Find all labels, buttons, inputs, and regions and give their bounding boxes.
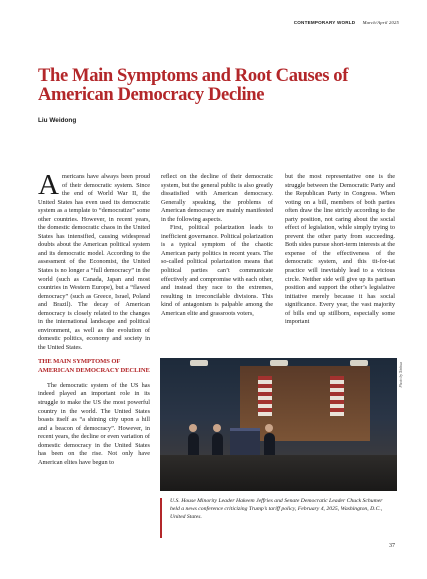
body-paragraph: reflect on the decline of their democratic system, but the general public is also greatly dissatisfied with American democracy. Generally speaking, the problems of American democracy are mainly manifested in the following aspects. — [161, 173, 273, 223]
text-column-1 — [38, 169, 150, 467]
body-paragraph: but the most representative one is the struggle between the Democratic Party and the Republican Party in Congress. When voting on a bill, members of both parties often draw the line strictly according to the party position, not caring about the social effect of legislation, while simply trying to prevent the other party from succeeding. Both sides pursue short-term interests at the expense of the effectiveness of the democratic system, and this tit-for-tat practice will inevitably lead to a vicious circle. Neither side will give up its partisan position and support the other’s legislative initiative merely because it has social significance. Every year, the vast majority of bills end up stillborn, especially some important — [285, 173, 395, 326]
article-title: The Main Symptoms and Root Causes of American Democracy Decline — [38, 65, 348, 105]
speaker-head — [189, 424, 197, 432]
author-name: Liu Weidong — [38, 117, 77, 124]
drop-cap: A — [38, 169, 59, 201]
photo-credit: Photo by Xinhua — [399, 362, 403, 388]
photo-caption: U.S. House Minority Leader Hakeem Jeffries and Senate Democratic Leader Chuck Schumer held a news conference criticizing Trump’s tariff policy, February 4, 2025, Washington, D.C., United States. — [170, 498, 383, 520]
speaker-head — [213, 424, 221, 432]
press-conference-photo — [160, 358, 397, 491]
body-paragraph: The democratic system of the US has indeed played an important role in its struggle to make the US the most powerful country in the world. The United States boasts itself as “a shining city upon a hill and a beacon of democracy”. However, in recent years, the decline or even variation of domestic democracy in the United States has been on the rise. Not only have American elites have begun to — [38, 381, 150, 466]
ceiling-light — [190, 360, 208, 366]
text-column-3 — [285, 173, 395, 327]
intro-paragraph: Americans have always been proud of their democratic system. Since the end of World War II, the United States has even used its democratic system as a template to “democratize” some other countries. However, in recent years, the domestic democratic chaos in the United States has intensified, causing widespread doubts about the American political system and its democratic model. According to the assessment of the Economist, the United States is no longer a “full democracy” in the world (such as Canada, Japan and most countries in Western Europe), but a “flawed democracy” (such as Greece, Israel, Poland and Brazil). The decay of American democracy is closely related to the changes in the international landscape and political environment, as well as the evolution of domestic politics, economy and society in the United States. — [38, 169, 150, 351]
reporters-crowd — [160, 455, 397, 491]
page-number: 37 — [389, 543, 395, 549]
running-header — [294, 20, 399, 25]
body-paragraph: First, political polarization leads to inefficient governance. Political polarization is a typical symptom of the chaotic American party politics in recent years. The so-called political polarization means that political parties can’t communicate effectively and compromise with each other, and instead they race to the extremes, resulting in irreconcilable divisions. This kind of antagonism is palpable among the American elite and grassroots voters, — [161, 224, 273, 317]
section-heading: THE MAIN SYMPTOMS OF AMERICAN DEMOCRACY DECLINE — [38, 358, 150, 374]
magazine-name: CONTEMPORARY WORLD — [293, 20, 356, 25]
flag — [330, 376, 344, 416]
speaker-head — [265, 424, 273, 432]
text-column-2 — [161, 173, 273, 318]
flag — [258, 376, 272, 416]
issue-date: March/April 2025 — [362, 20, 399, 25]
caption-rule — [160, 498, 162, 538]
